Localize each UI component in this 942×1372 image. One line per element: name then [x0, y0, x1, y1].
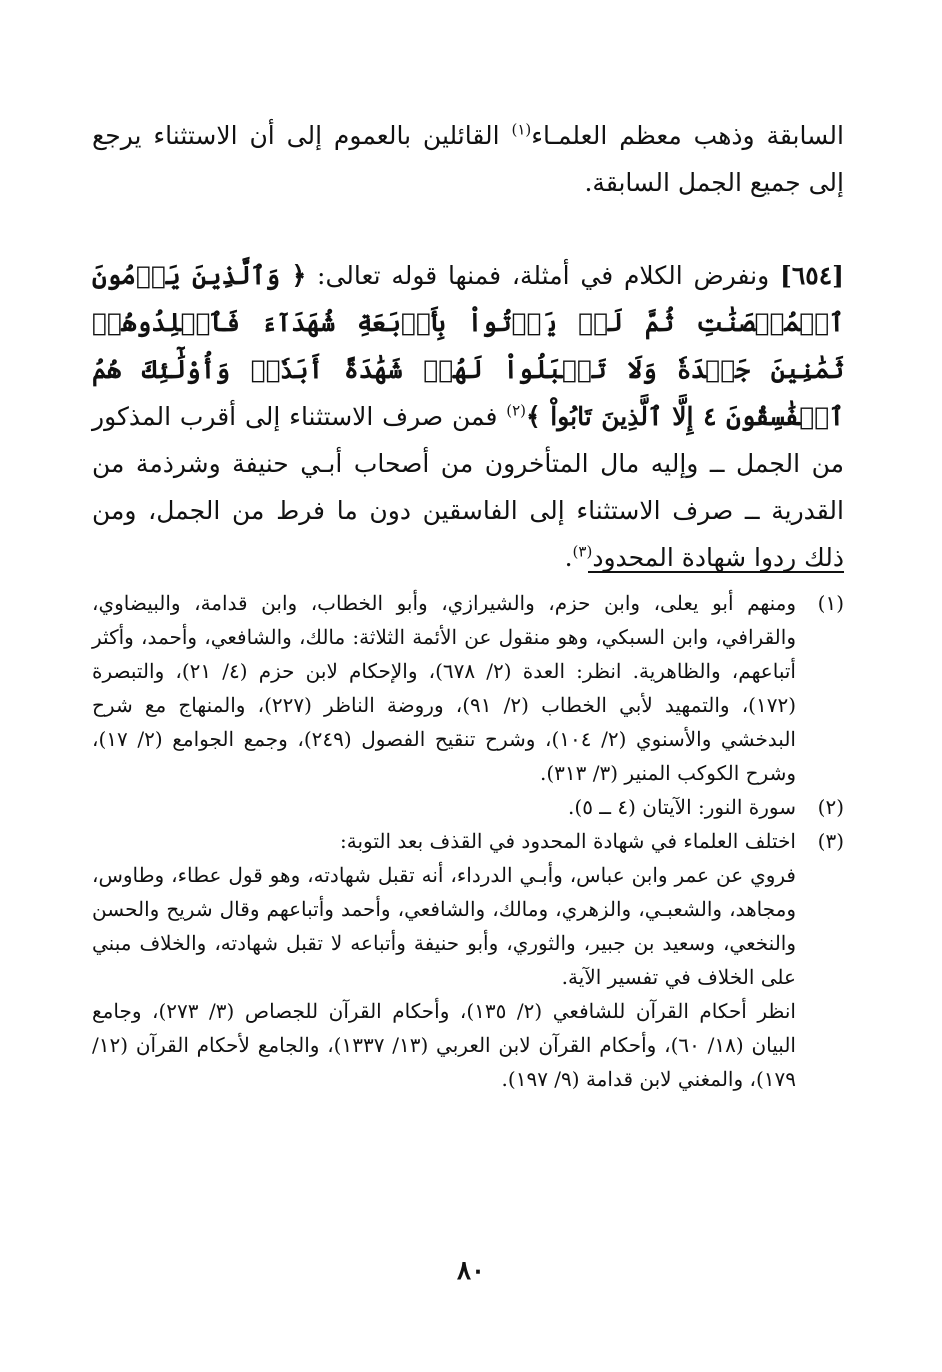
footnote-3-opinions: فروي عن عمر وابن عباس، وأبـي الدرداء، أنه تقبل شهادته، وهو قول عطاء، وطاوس، ومجاهد، والشعبـي، والزهري، ومالك، والشافعي، وأحمد وأتباعهم وقال شريح والحسن والنخعي، وسعيد بن جبير، والثوري، وأبو حنيفة وأتباعه لا تقبل شهادته، والخلاف مبني على الخلاف في تفسير الآية. — [92, 863, 796, 989]
footnote-1-text: ومنهم أبو يعلى، وابن حزم، والشيرازي، وأبو الخطاب، وابن قدامة، والبيضاوي، والقرافي، وابن السبكي، وهو منقول عن الأئمة الثلاثة: مالك، والشافعي، وأحمد، وأكثر أتباعهم، والظاهرية. انظر: العدة (٢/ ٦٧٨)، والإحكام لابن حزم (٤/ ٢١)، والتبصرة (١٧٢)، والتمهيد لأبي الخطاب (٢/ ٩١)، وروضة الناظر (٢٢٧)، والمنهاج مع شرح البدخشي والأسنوي (٢/ ١٠٤)، وشرح تنقيح الفصول (٢٤٩)، وجمع الجوامع (٢/ ١٧)، وشرح الكوكب المنير (٣/ ٣١٣). — [92, 591, 796, 785]
footnote-1 — [92, 586, 844, 790]
page-number: ٨٠ — [457, 1256, 485, 1286]
paragraph-2 — [92, 252, 844, 581]
footnote-ref-1: (١) — [511, 120, 532, 139]
footnote-3-references: انظر أحكام القرآن للشافعي (٢/ ١٣٥)، وأحكام القرآن للجصاص (٣/ ٢٧٣)، وجامع البيان (١٨/ ٦٠)، وأحكام القرآن لابن العربي (١٣/ ١٣٣٧)، والجامع لأحكام القرآن (١٢/ ١٧٩)، والمغني لابن قدامة (٩/ ١٩٧). — [92, 999, 796, 1091]
footnote-2-text: سورة النور: الآيتان (٤ ــ ٥). — [568, 795, 796, 819]
paragraph-1-text-b: القائلين بالعموم إلى أن الاستثناء يرجع إلى جميع الجمل السابقة. — [92, 121, 844, 197]
quran-verse: ﴿ وَٱلَّذِينَ يَرۡمُونَ ٱلۡمُحۡصَنَٰتِ ثُمَّ لَمۡ يَأۡتُواْ بِأَرۡبَعَةِ شُهَدَآءَ فَٱجۡلِدُوهُمۡ ثَمَٰنِينَ جَلۡدَةٗ وَلَا تَقۡبَلُواْ لَهُمۡ شَهَٰدَةً أَبَدٗاۚ وَأُوْلَٰٓئِكَ هُمُ ٱلۡفَٰسِقُونَ ٤ إِلَّا ٱلَّذِينَ تَابُواْ ﴾ — [92, 261, 844, 431]
footnote-separator — [588, 571, 844, 573]
footnote-2 — [92, 790, 844, 824]
paragraph-1-text-a: السابقة وذهب معظم العلمـاء — [531, 121, 844, 150]
footnote-3-number: (٣) — [817, 829, 844, 853]
paragraph-2-text-b: . — [564, 543, 573, 572]
paragraph-number: [٦٥٤] — [780, 261, 844, 290]
footnote-3-text: اختلف العلماء في شهادة المحدود في القذف بعد التوبة: — [340, 829, 796, 853]
paragraph-2-text-a: فمن صرف الاستثناء إلى أقرب المذكور من الجمل ــ وإليه مال المتأخرون من أصحاب أبـي حنيفة وشرذمة من القدرية ــ صرف الاستثناء إلى الفاسقين دون ما فرط من الجمل، ومن ذلك ردوا شهادة المحدود — [92, 402, 845, 572]
paragraph-2-intro: ونفرض الكلام في أمثلة، فمنها قوله تعالى: — [306, 261, 781, 290]
footnote-ref-3: (٣) — [572, 542, 593, 561]
footnote-1-number: (١) — [817, 591, 844, 615]
footnote-3 — [92, 824, 844, 858]
footnote-ref-2: (٢) — [506, 401, 527, 420]
footnotes — [92, 586, 844, 1096]
footnote-2-number: (٢) — [817, 795, 844, 819]
paragraph-1 — [92, 112, 844, 206]
